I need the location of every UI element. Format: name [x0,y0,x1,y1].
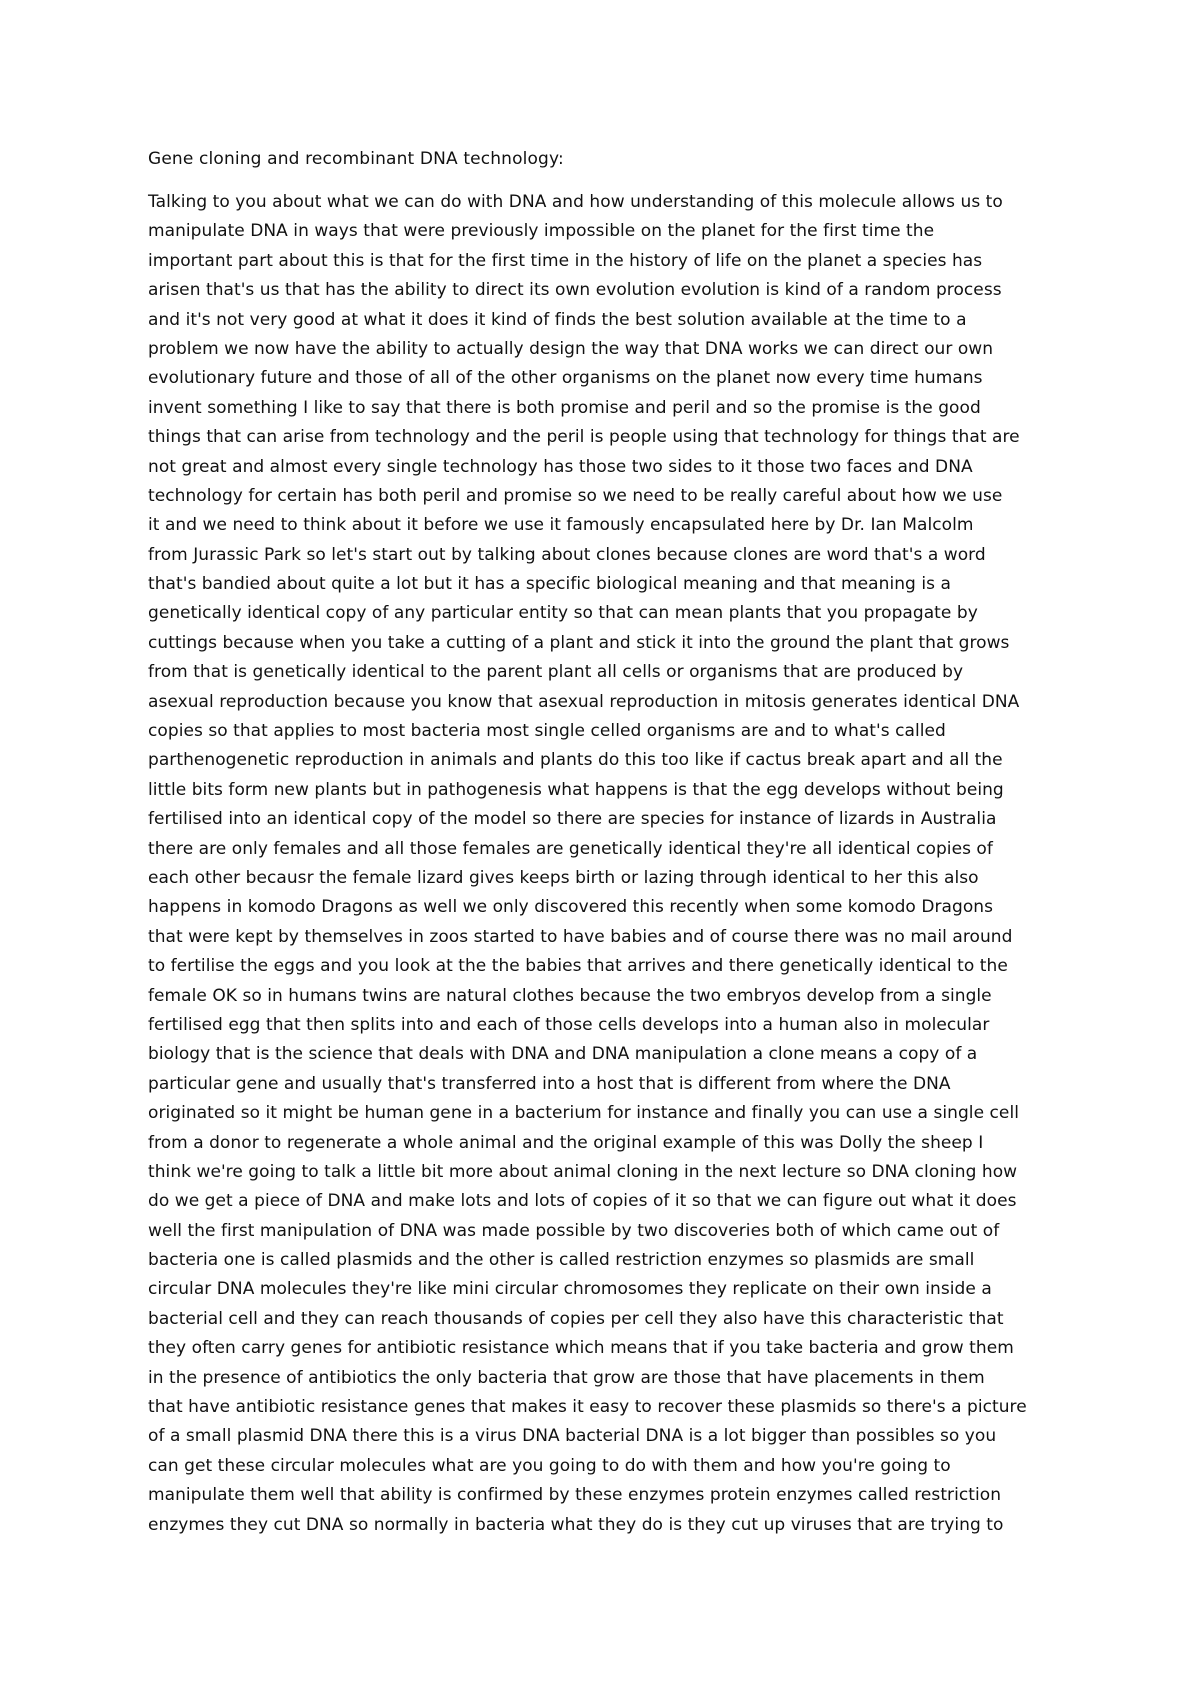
body-text-line: bacterial cell and they can reach thousands of copies per cell they also have this characteristic that [148,1308,1004,1329]
body-text-line: that were kept by themselves in zoos started to have babies and of course there was no mail around [148,926,1013,947]
body-text-line: problem we now have the ability to actually design the way that DNA works we can direct our own [148,338,994,359]
body-text-line: originated so it might be human gene in a bacterium for instance and finally you can use a single cell [148,1103,1019,1124]
body-text-line: that's bandied about quite a lot but it has a specific biological meaning and that meaning is a [148,574,951,595]
body-text-line: female OK so in humans twins are natural clothes because the two embryos develop from a single [148,985,992,1006]
body-text-line: bacteria one is called plasmids and the other is called restriction enzymes so plasmids are small [148,1250,975,1271]
body-text-line: they often carry genes for antibiotic resistance which means that if you take bacteria and grow them [148,1338,1014,1359]
document-body [148,188,1068,1540]
body-text-line: cuttings because when you take a cutting of a plant and stick it into the ground the plant that grows [148,632,1010,653]
body-text-line: parthenogenetic reproduction in animals and plants do this too like if cactus break apart and all the [148,750,1003,771]
body-text-line: well the first manipulation of DNA was made possible by two discoveries both of which came out of [148,1220,1000,1241]
body-text-line: evolutionary future and those of all of the other organisms on the planet now every time humans [148,368,983,389]
body-text-line: from a donor to regenerate a whole animal and the original example of this was Dolly the sheep I [148,1132,984,1153]
body-text-line: biology that is the science that deals with DNA and DNA manipulation a clone means a copy of a [148,1044,978,1065]
body-text-line: happens in komodo Dragons as well we only discovered this recently when some komodo Dragons [148,897,994,918]
body-text-line: manipulate them well that ability is confirmed by these enzymes protein enzymes called restriction [148,1485,1002,1506]
body-text-line: can get these circular molecules what are you going to do with them and how you're going to [148,1455,951,1476]
body-text-line: of a small plasmid DNA there this is a virus DNA bacterial DNA is a lot bigger than possibles so you [148,1426,997,1447]
body-text-line: enzymes they cut DNA so normally in bacteria what they do is they cut up viruses that are trying to [148,1514,1004,1535]
body-text-line: do we get a piece of DNA and make lots and lots of copies of it so that we can figure out what it does [148,1191,1017,1212]
body-text-line: arisen that's us that has the ability to direct its own evolution evolution is kind of a random process [148,280,1002,301]
body-text-line: fertilised into an identical copy of the model so there are species for instance of lizards in Australia [148,809,997,830]
document-title: Gene cloning and recombinant DNA technology: [148,149,564,169]
body-text-line: from Jurassic Park so let's start out by talking about clones because clones are word that's a word [148,544,986,565]
body-text-line: manipulate DNA in ways that were previously impossible on the planet for the first time the [148,221,935,242]
body-text-line: circular DNA molecules they're like mini circular chromosomes they replicate on their own inside a [148,1279,992,1300]
document-content [148,145,1068,1540]
body-text-line: that have antibiotic resistance genes that makes it easy to recover these plasmids so there's a picture [148,1397,1027,1418]
body-text-line: invent something I like to say that there is both promise and peril and so the promise is the good [148,397,981,418]
body-text-line: little bits form new plants but in pathogenesis what happens is that the egg develops without being [148,779,1004,800]
body-text-line: and it's not very good at what it does it kind of finds the best solution available at the time to a [148,309,967,330]
body-text-line: to fertilise the eggs and you look at the the babies that arrives and there genetically identical to the [148,956,1008,977]
body-text-line: it and we need to think about it before we use it famously encapsulated here by Dr. Ian Malcolm [148,515,974,536]
body-text-line: asexual reproduction because you know that asexual reproduction in mitosis generates identical DNA [148,691,1020,712]
body-text-line: each other becausr the female lizard gives keeps birth or lazing through identical to her this also [148,867,979,888]
body-text-line: there are only females and all those females are genetically identical they're all identical copies of [148,838,993,859]
body-text-line: particular gene and usually that's transferred into a host that is different from where the DNA [148,1073,951,1094]
body-text-line: not great and almost every single technology has those two sides to it those two faces and DNA [148,456,973,477]
body-text-line: technology for certain has both peril and promise so we need to be really careful about how we use [148,485,1003,506]
body-text-line: in the presence of antibiotics the only bacteria that grow are those that have placements in them [148,1367,985,1388]
body-text-line: things that can arise from technology and the peril is people using that technology for things that are [148,427,1020,448]
body-text-line: genetically identical copy of any particular entity so that can mean plants that you propagate by [148,603,978,624]
body-text-line: copies so that applies to most bacteria most single celled organisms are and to what's called [148,721,946,742]
body-text-line: think we're going to talk a little bit more about animal cloning in the next lecture so DNA cloning how [148,1161,1018,1182]
body-text-line: fertilised egg that then splits into and each of those cells develops into a human also in molecular [148,1014,990,1035]
body-text-line: Talking to you about what we can do with DNA and how understanding of this molecule allows us to [148,192,1003,212]
body-text-line: from that is genetically identical to the parent plant all cells or organisms that are produced by [148,662,964,683]
body-text-line: important part about this is that for the first time in the history of life on the planet a species has [148,250,983,271]
